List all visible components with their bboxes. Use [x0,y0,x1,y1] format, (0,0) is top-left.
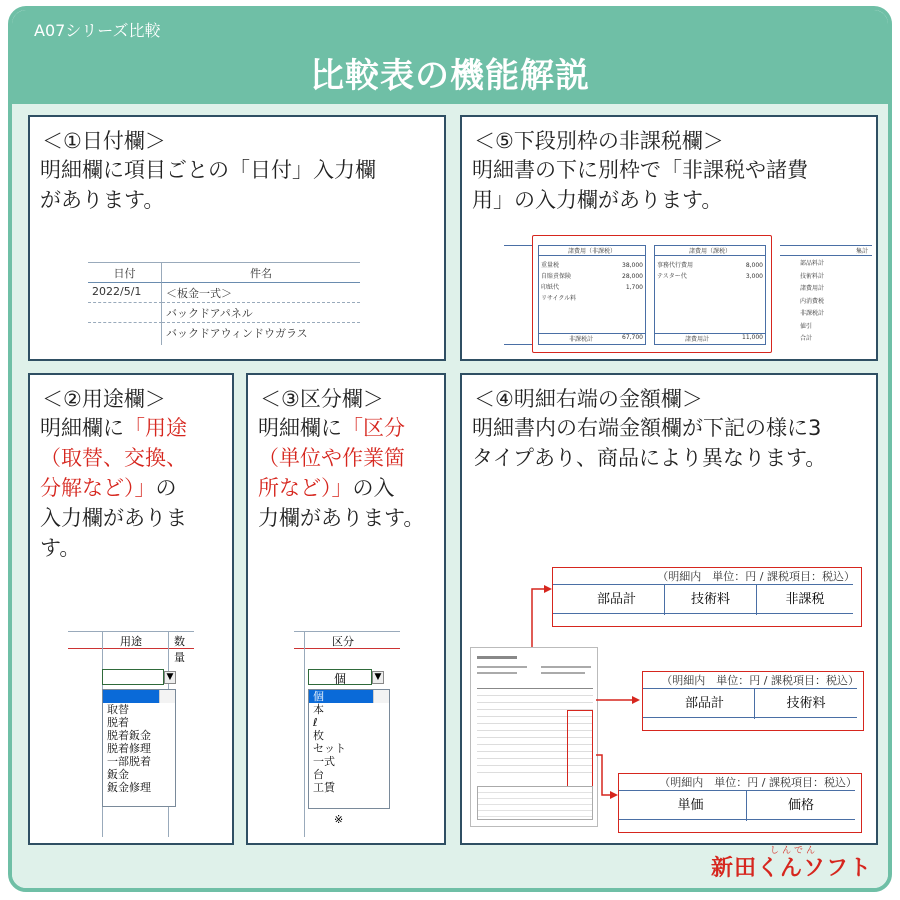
panel-text: 用」の入力欄があります。 [472,188,723,212]
amount-type-1 [552,567,862,627]
usage-options-list[interactable] [102,689,176,807]
category-options-list[interactable] [308,689,390,809]
fee-value: 8,000 [745,262,763,269]
list-item[interactable]: ℓ [313,716,318,729]
fee-value: 1,700 [625,284,643,291]
list-item[interactable]: 脱着 [107,716,129,729]
fee-total-label: 諸費用計 [685,336,710,343]
logo-ruby: しんでん [769,846,818,856]
panel-nontax-field [460,115,878,361]
summary-label: 部品料計 [800,260,825,267]
column-unit-price: 単価 [635,791,747,821]
panel-text: 力欄があります。 [258,506,425,530]
column-header-use: 用途 [120,635,142,648]
fee-value: 3,000 [745,273,763,280]
panel-title: ＜④明細右端の金額欄＞ [474,387,703,411]
list-item[interactable]: 一式 [313,755,335,768]
scrollbar[interactable] [159,690,175,703]
panel-title: ＜③区分欄＞ [260,387,384,411]
panel-date-field [28,115,446,361]
fee-label: 印紙代 [541,284,560,291]
date-cell: 2022/5/1 [88,283,162,303]
panel-category-field [246,373,446,845]
panel-text-red: （単位や作業箇 [258,446,405,470]
main-frame [8,6,892,892]
list-item[interactable]: 工賃 [313,781,335,794]
column-header-qty: 数量 [174,635,185,664]
column-parts-total: 部品計 [655,689,755,719]
column-parts-total: 部品計 [569,585,665,615]
series-label: A07シリーズ比較 [34,21,161,40]
scrollbar[interactable] [373,690,389,703]
panel-text: 明細書内の右端金額欄が下記の様に3 [472,416,822,440]
amount-highlight [567,710,593,794]
fee-label: リサイクル料 [541,295,577,302]
panel-text-red: （取替、交換、 [40,446,187,470]
column-price: 価格 [787,798,814,813]
fee-label: 重量税 [541,262,560,269]
category-select-input[interactable]: 個 [308,669,372,685]
nontax-total-label: 非課税計 [569,336,594,343]
list-item[interactable]: 枚 [313,729,324,742]
fee-total: 11,000 [742,334,763,341]
box-caption: （明細内 単位：円 / 課税項目：税込） [659,776,857,789]
panel-text: 分解など）」の [40,476,177,500]
panel-title: ＜⑤下段別枠の非課税欄＞ [474,129,724,153]
list-item[interactable]: 脱着修理 [107,742,151,755]
column-header-item: 件名 [162,263,360,283]
list-item[interactable]: 台 [313,768,324,781]
panel-text: 明細欄に「用途 [40,416,187,440]
fee-label: 事務代行費用 [657,262,694,269]
item-cell: ＜板金一式＞ [162,283,360,303]
summary-label: 内消費税 [800,297,825,305]
list-item[interactable]: 脱着鈑金 [107,729,151,742]
summary-label: 合計 [800,335,813,342]
panel-title: ＜①日付欄＞ [42,129,166,153]
amount-type-3 [618,773,862,833]
nontax-total: 67,700 [622,334,643,341]
amount-type-2 [642,671,864,731]
panel-text: 明細欄に項目ごとの「日付」入力欄 [40,158,376,182]
fee-label: 自賠責保険 [541,273,572,280]
brand-logo: 新田くんソフト [710,856,872,881]
box-caption: （明細内 単位：円 / 課税項目：税込） [657,570,855,583]
invoice-thumbnail [470,647,598,827]
summary-head: 集計 [780,246,872,256]
nontax-table [504,235,872,353]
usage-select-input[interactable] [102,669,164,685]
list-item[interactable]: 取替 [107,703,129,716]
panel-text: す。 [40,536,81,560]
panel-title: ＜②用途欄＞ [42,387,166,411]
summary-label: 非課税計 [800,310,825,317]
date-cell [88,303,162,323]
list-item[interactable]: セット [313,742,346,755]
category-dropdown-sample [294,621,400,837]
box-caption: （明細内 単位：円 / 課税項目：税込） [661,674,859,687]
panel-text: があります。 [40,188,165,212]
column-header-date: 日付 [88,263,162,283]
tax-fee-head: 諸費用（課税） [655,246,765,256]
chevron-down-icon[interactable]: ▼ [164,671,176,684]
summary-label: 諸費用計 [800,285,825,292]
column-nontax: 非課税 [785,592,825,607]
summary-label: 値引 [800,322,813,330]
column-labor: 技術料 [786,696,826,711]
panel-text: 入力欄がありま [40,506,187,530]
panel-text: 明細書の下に別枠で「非課税や諸費 [472,158,808,182]
below-marker: ※ [334,813,344,826]
fee-value: 28,000 [622,273,643,280]
nontax-head: 諸費用（非課税） [539,246,645,256]
item-cell: バックドアウィンドウガラス [166,327,308,340]
usage-dropdown-sample [68,621,194,837]
list-item[interactable]: 本 [313,703,324,716]
column-header-category: 区分 [332,635,354,648]
list-item[interactable]: 鈑金修理 [107,781,151,794]
summary-label: 技術料計 [800,272,825,280]
fee-label: テスター代 [657,273,687,280]
panel-text: 明細欄に「区分 [258,416,405,440]
chevron-down-icon[interactable]: ▼ [372,671,384,684]
list-item[interactable]: 鈑金 [107,768,129,781]
fee-value: 38,000 [622,262,643,269]
page-title: 比較表の機能解説 [310,56,590,96]
panel-text: タイプあり、商品により異なります。 [472,446,827,470]
header [12,10,888,104]
list-item-selected[interactable]: 個 [309,690,389,703]
panel-text: 所など）」の入 [258,476,395,500]
column-labor: 技術料 [665,585,757,615]
list-item[interactable]: 一部脱着 [107,755,151,768]
panel-amount-field [460,373,878,845]
item-cell: バックドアパネル [162,303,360,323]
date-table [88,262,360,344]
date-cell [88,323,162,345]
panel-usage-field [28,373,234,845]
